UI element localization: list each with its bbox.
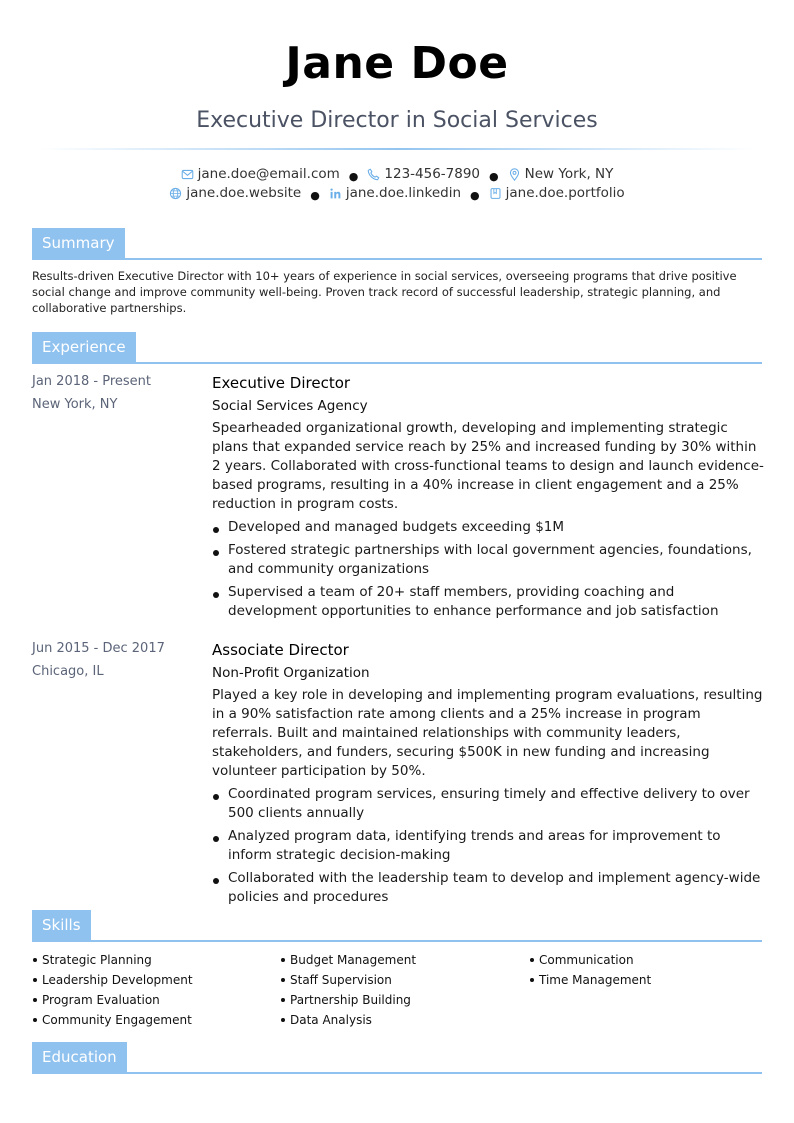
- bullet-dot: [33, 998, 37, 1002]
- contact-separator: ●: [470, 188, 480, 202]
- bullet-dot: [33, 978, 37, 982]
- bullet-dot: [213, 592, 219, 598]
- bullet-dot: [530, 978, 534, 982]
- contact-website-text: jane.doe.website: [186, 185, 302, 201]
- bullet-dot: [213, 527, 219, 533]
- job-bullets: [212, 518, 764, 621]
- job-bullet-text: Coordinated program services, ensuring timely and effective delivery to over 500 clients annually: [228, 786, 750, 821]
- skill-text: Communication: [539, 953, 634, 967]
- bullet-dot: [281, 998, 285, 1002]
- job-location: New York, NY: [32, 397, 118, 412]
- summary-text: Results-driven Executive Director with 10+ years of experience in social services, overseeing programs that drive positive social change and improve community well-being. Proven track record of successful leadership, strategic planning, and collaborative partnerships.: [32, 269, 737, 315]
- skill-text: Partnership Building: [290, 993, 411, 1007]
- skill-item: [32, 970, 280, 990]
- candidate-name: Jane Doe: [285, 38, 509, 89]
- skill-item: [529, 970, 762, 990]
- contact-location-text: New York, NY: [524, 166, 614, 182]
- section-summary: [32, 228, 762, 260]
- contact-separator: ●: [489, 169, 499, 183]
- skill-text: Leadership Development: [42, 973, 193, 987]
- bullet-dot: [213, 836, 219, 842]
- skill-text: Budget Management: [290, 953, 417, 967]
- contact-phone[interactable]: [367, 166, 480, 182]
- contact-linkedin-text: jane.doe.linkedin: [345, 185, 462, 201]
- skills-column: [529, 950, 762, 1030]
- job-1: [212, 373, 764, 625]
- envelope-icon: [181, 168, 194, 181]
- job-bullet: [212, 518, 764, 537]
- contact-email[interactable]: [181, 166, 340, 182]
- contact-separator: ●: [348, 169, 359, 183]
- job-bullet: [212, 541, 764, 579]
- skill-text: Staff Supervision: [290, 973, 392, 987]
- bullet-dot: [213, 878, 219, 884]
- contact-linkedin[interactable]: [329, 185, 461, 201]
- job-description: Spearheaded organizational growth, developing and implementing strategic plans that expanded service reach by 25% and increased funding by 30% within 2 years. Collaborated with cross-functional teams to design and launch evidence-based programs, resulting in a 40% increase in client engagement and a 25% reduction in program costs.: [212, 420, 764, 512]
- job-dates: Jun 2015 - Dec 2017: [32, 641, 165, 656]
- skill-item: [32, 990, 280, 1010]
- job-bullet: [212, 869, 764, 907]
- bullet-dot: [33, 1018, 37, 1022]
- bullet-dot: [281, 1018, 285, 1022]
- candidate-headline: Executive Director in Social Services: [196, 108, 598, 133]
- map-pin-icon: [508, 168, 521, 181]
- contact-portfolio[interactable]: [489, 185, 625, 201]
- bullet-dot: [213, 794, 219, 800]
- bullet-dot: [530, 958, 534, 962]
- job-description: Played a key role in developing and implementing program evaluations, resulting in a 90% satisfaction rate among clients and a 25% increase in program referrals. Built and maintained relationships with community leaders, stakeholders, and funders, securing $500K in new funding and increasing volunteer participation by 50%.: [212, 687, 763, 779]
- skill-text: Time Management: [539, 973, 652, 987]
- skill-item: [32, 1010, 280, 1030]
- section-education: [32, 1042, 762, 1074]
- contact-separator: ●: [310, 188, 320, 202]
- job-company: Non-Profit Organization: [212, 665, 370, 681]
- job-1-meta: [32, 373, 151, 414]
- skill-item: [280, 950, 529, 970]
- skill-item: [280, 1010, 529, 1030]
- bookmark-icon: [489, 187, 502, 200]
- skills-column: [280, 950, 529, 1030]
- phone-icon: [367, 168, 380, 181]
- job-bullet-text: Developed and managed budgets exceeding $1M: [228, 519, 565, 535]
- section-experience: [32, 332, 762, 364]
- job-bullet-text: Supervised a team of 20+ staff members, providing coaching and development opportunities to enhance performance and job satisfaction: [228, 584, 719, 619]
- contact-website[interactable]: [169, 185, 301, 201]
- job-title: Executive Director: [212, 374, 351, 392]
- job-bullet-text: Fostered strategic partnerships with local government agencies, foundations, and community organizations: [228, 542, 752, 577]
- skill-item: [280, 990, 529, 1010]
- job-bullet-text: Analyzed program data, identifying trends and areas for improvement to inform strategic decision-making: [228, 828, 721, 863]
- globe-icon: [169, 187, 182, 200]
- skills-grid: [32, 950, 762, 1030]
- section-experience-title: Experience: [32, 332, 136, 362]
- contact-location: [508, 166, 614, 182]
- skill-text: Data Analysis: [290, 1013, 372, 1027]
- job-2-meta: [32, 640, 165, 681]
- skills-column: [32, 950, 280, 1030]
- job-location: Chicago, IL: [32, 664, 104, 679]
- header-divider: [40, 148, 754, 150]
- skill-item: [529, 950, 762, 970]
- job-bullets: [212, 785, 764, 907]
- bullet-dot: [281, 958, 285, 962]
- skill-item: [280, 970, 529, 990]
- bullet-dot: [33, 958, 37, 962]
- job-title: Associate Director: [212, 641, 349, 659]
- section-summary-title: Summary: [32, 228, 125, 258]
- job-company: Social Services Agency: [212, 398, 368, 414]
- skill-text: Strategic Planning: [42, 953, 152, 967]
- bullet-dot: [281, 978, 285, 982]
- contact-line-1: [0, 166, 794, 185]
- skill-item: [32, 950, 280, 970]
- contact-portfolio-text: jane.doe.portfolio: [505, 185, 625, 201]
- contact-email-text: jane.doe@email.com: [197, 166, 340, 182]
- job-bullet: [212, 827, 764, 865]
- skill-text: Community Engagement: [42, 1013, 192, 1027]
- job-2: [212, 640, 764, 911]
- section-skills-title: Skills: [32, 910, 91, 940]
- section-skills: [32, 910, 762, 942]
- contact-phone-text: 123-456-7890: [384, 166, 481, 182]
- job-dates: Jan 2018 - Present: [32, 374, 151, 389]
- job-bullet: [212, 583, 764, 621]
- job-bullet-text: Collaborated with the leadership team to develop and implement agency-wide policies and procedures: [228, 870, 761, 905]
- bullet-dot: [213, 550, 219, 556]
- job-bullet: [212, 785, 764, 823]
- section-education-title: Education: [32, 1042, 127, 1072]
- skill-text: Program Evaluation: [42, 993, 160, 1007]
- contact-line-2: [0, 185, 794, 204]
- linkedin-icon: [329, 187, 342, 200]
